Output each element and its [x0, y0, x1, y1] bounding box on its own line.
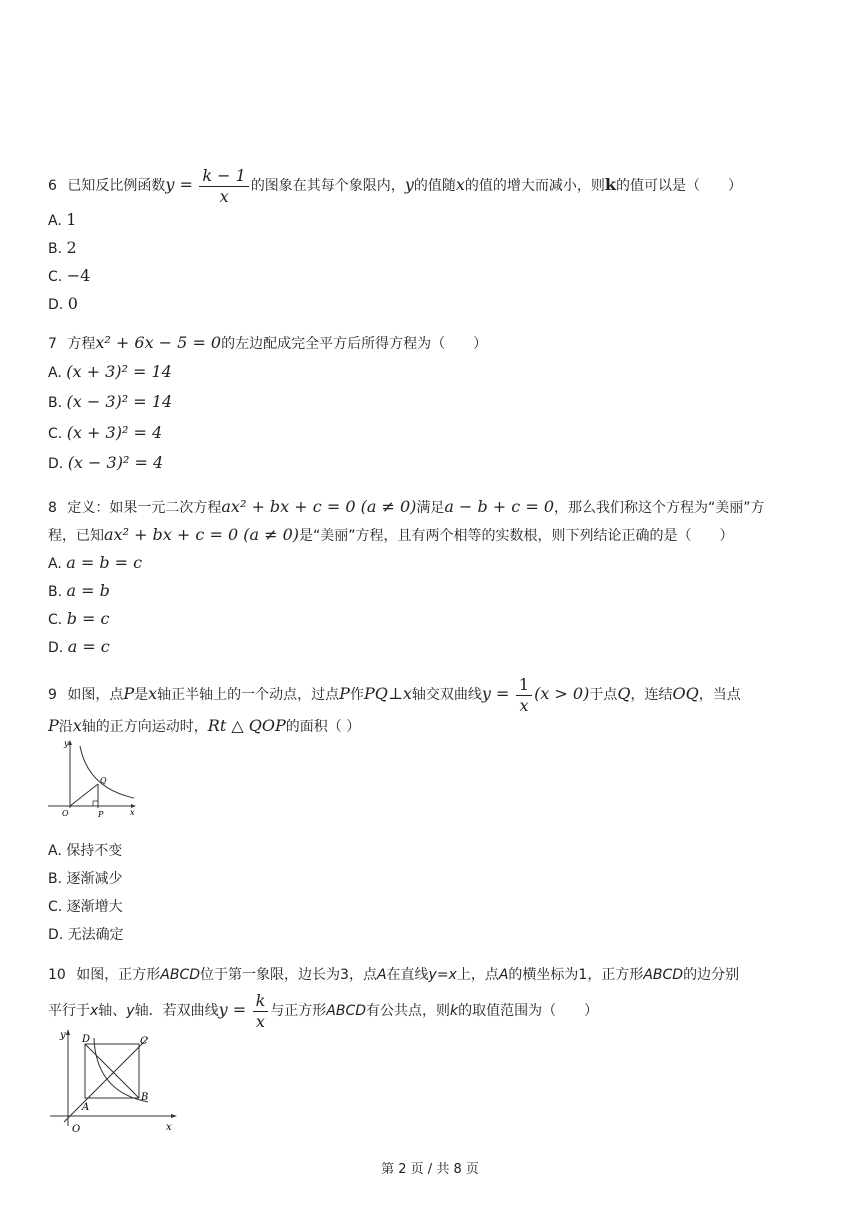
question-number: 6 — [48, 178, 57, 194]
figure-label-c: C — [140, 1036, 148, 1047]
math-var: k — [450, 1003, 459, 1019]
stem-text: 的值随 — [413, 178, 456, 194]
page-footer: 第 2 页 / 共 8 页 — [381, 1162, 479, 1177]
option-label: D. — [48, 927, 64, 943]
math-var: ABCD — [326, 1003, 367, 1019]
math-var: x — [148, 684, 158, 703]
option-d[interactable] — [48, 294, 78, 313]
option-a[interactable] — [48, 840, 122, 860]
option-value: 逐渐减少 — [66, 871, 123, 887]
fraction-numerator: k — [253, 991, 269, 1012]
fraction-denominator: x — [219, 186, 229, 206]
math-var: P — [123, 684, 135, 703]
option-label: A. — [48, 213, 62, 229]
option-label: D. — [48, 297, 64, 313]
figure-label-x: x — [166, 1122, 172, 1133]
stem-text: 轴正半轴上的一个动点，过点 — [157, 687, 340, 703]
question-10-stem-line1 — [48, 964, 739, 984]
math-y-eq: y = — [481, 684, 510, 703]
stem-text: 与正方形 — [270, 1003, 327, 1019]
figure-label-o: O — [72, 1124, 81, 1135]
math-var: ABCD — [160, 967, 201, 983]
option-d[interactable] — [48, 453, 163, 472]
stem-text: 有公共点，则 — [366, 1003, 451, 1019]
stem-text: ，那么我们称这个方程为“美丽”方 — [554, 500, 765, 516]
option-label: B. — [48, 584, 63, 600]
option-value: (x + 3)² = 14 — [66, 362, 172, 381]
option-value: 保持不变 — [66, 843, 123, 859]
stem-text: 位于第一象限，边长为3，点 — [200, 967, 377, 983]
option-d[interactable] — [48, 637, 110, 656]
option-label: B. — [48, 871, 63, 887]
math-var: x — [72, 716, 82, 735]
stem-text: 平行于 — [48, 1003, 90, 1019]
stem-text: 程，已知 — [48, 528, 104, 544]
option-value: 1 — [66, 210, 77, 229]
figure-label-o: O — [62, 809, 69, 818]
stem-text: 在直线 — [386, 967, 429, 983]
fraction — [199, 166, 248, 207]
fraction-denominator: x — [255, 1011, 265, 1031]
option-label: A. — [48, 843, 62, 859]
math-var: y — [126, 1003, 135, 1019]
stem-text: 已知反比例函数 — [67, 178, 166, 194]
option-d[interactable] — [48, 924, 124, 944]
math-equation: x² + 6x − 5 = 0 — [95, 333, 222, 352]
stem-text: 的面积（ ） — [285, 719, 361, 735]
math-var: A — [498, 967, 509, 983]
option-value: a = b — [66, 581, 110, 600]
stem-text: 的左边配成完全平方后所得方程为（ ） — [221, 336, 488, 352]
math-y-eq: y = — [165, 175, 193, 194]
math-var: k — [604, 175, 616, 194]
math-var: Q — [617, 684, 631, 703]
option-a[interactable] — [48, 553, 142, 572]
math-condition: a − b + c = 0 — [444, 497, 555, 516]
math-var: x — [455, 175, 465, 194]
option-value: (x − 3)² = 4 — [67, 453, 164, 472]
stem-text: 于点 — [589, 687, 618, 703]
stem-text: 满足 — [416, 500, 445, 516]
math-var: y — [404, 175, 414, 194]
stem-text: 轴交双曲线 — [411, 687, 482, 703]
option-value: b = c — [66, 609, 110, 628]
math-var: OQ — [672, 684, 699, 703]
option-b[interactable] — [48, 581, 110, 600]
figure-label-a: A — [82, 1102, 90, 1113]
fraction — [516, 675, 532, 716]
option-b[interactable] — [48, 238, 77, 257]
math-var: x — [90, 1003, 99, 1019]
stem-text: 的横坐标为1，正方形 — [508, 967, 644, 983]
question-10-figure — [44, 1026, 180, 1136]
option-value: 0 — [67, 294, 78, 313]
stem-text: 如图，正方形 — [76, 967, 161, 983]
option-label: C. — [48, 612, 63, 628]
math-condition: (x > 0) — [534, 684, 590, 703]
math-var: P — [48, 716, 59, 735]
question-8-stem-line1 — [48, 497, 765, 517]
option-label: B. — [48, 395, 63, 411]
figure-label-x: x — [130, 808, 135, 817]
math-perp: PQ⊥ — [363, 684, 403, 703]
option-value: −4 — [66, 266, 91, 285]
fraction-numerator: 1 — [516, 675, 532, 696]
math-triangle: Rt △ QOP — [207, 716, 286, 735]
stem-text: 作 — [349, 687, 364, 703]
question-9-stem-line2 — [48, 716, 360, 736]
option-label: D. — [48, 640, 64, 656]
question-number: 7 — [48, 336, 57, 352]
option-label: A. — [48, 365, 62, 381]
stem-text: 上，点 — [456, 967, 499, 983]
question-7-stem — [48, 333, 487, 353]
stem-text: ，当点 — [698, 687, 741, 703]
math-var: x — [402, 684, 412, 703]
option-a[interactable] — [48, 210, 76, 229]
stem-text: 是“美丽”方程，且有两个相等的实数根，则下列结论正确的是（ ） — [298, 528, 734, 544]
option-value: (x + 3)² = 4 — [66, 423, 163, 442]
option-label: B. — [48, 241, 63, 257]
math-line: y=x — [428, 967, 457, 983]
question-9-figure — [44, 738, 144, 822]
figure-label-p: P — [98, 810, 104, 819]
math-var: P — [339, 684, 350, 703]
figure-label-q: Q — [100, 776, 107, 785]
option-c[interactable] — [48, 266, 90, 285]
fraction-denominator: x — [519, 695, 529, 715]
option-label: C. — [48, 426, 63, 442]
option-b[interactable] — [48, 392, 172, 411]
option-value: (x − 3)² = 14 — [66, 392, 173, 411]
question-9-stem-line1 — [48, 672, 741, 717]
stem-text: 轴的正方向运动时， — [81, 719, 208, 735]
option-value: 逐渐增大 — [66, 899, 123, 915]
question-number: 9 — [48, 687, 57, 703]
stem-text: 的边分别 — [683, 967, 740, 983]
fraction-numerator: k − 1 — [199, 166, 248, 187]
option-value: 2 — [66, 238, 77, 257]
math-equation: ax² + bx + c = 0 (a ≠ 0) — [221, 497, 417, 516]
question-number: 10 — [48, 967, 66, 983]
option-label: C. — [48, 269, 63, 285]
figure-label-y: y — [64, 739, 69, 748]
question-8-stem-line2 — [48, 525, 734, 545]
math-var: ABCD — [643, 967, 684, 983]
option-value: a = c — [67, 637, 110, 656]
option-c[interactable] — [48, 896, 123, 916]
stem-text: 如图，点 — [67, 687, 124, 703]
figure-label-d: D — [82, 1034, 91, 1045]
stem-text: 的值的增大而减小，则 — [464, 178, 605, 194]
stem-text: 是 — [134, 687, 149, 703]
stem-text: 轴、 — [98, 1003, 127, 1019]
option-label: A. — [48, 556, 62, 572]
stem-text: 方程 — [67, 336, 96, 352]
stem-text: 的图象在其每个象限内， — [250, 178, 405, 194]
stem-text: ，连结 — [630, 687, 673, 703]
option-c[interactable] — [48, 423, 162, 442]
option-c[interactable] — [48, 609, 109, 628]
option-a[interactable] — [48, 362, 172, 381]
option-b[interactable] — [48, 868, 123, 888]
math-y-eq: y = — [218, 1000, 247, 1019]
question-6-stem — [48, 164, 742, 207]
stem-text: 轴．若双曲线 — [134, 1003, 219, 1019]
option-value: 无法确定 — [67, 927, 124, 943]
stem-text: 沿 — [58, 719, 73, 735]
figure-label-y: y — [60, 1030, 66, 1041]
option-label: D. — [48, 456, 64, 472]
figure-label-b: B — [141, 1092, 149, 1103]
stem-text: 的取值范围为（ ） — [458, 1003, 599, 1019]
option-label: C. — [48, 899, 63, 915]
stem-text: 的值可以是（ ） — [615, 178, 742, 194]
stem-text: 定义：如果一元二次方程 — [67, 500, 222, 516]
option-value: a = b = c — [66, 553, 143, 572]
math-equation: ax² + bx + c = 0 (a ≠ 0) — [104, 525, 299, 544]
fraction — [253, 991, 269, 1032]
math-var: A — [376, 967, 387, 983]
question-number: 8 — [48, 500, 57, 516]
